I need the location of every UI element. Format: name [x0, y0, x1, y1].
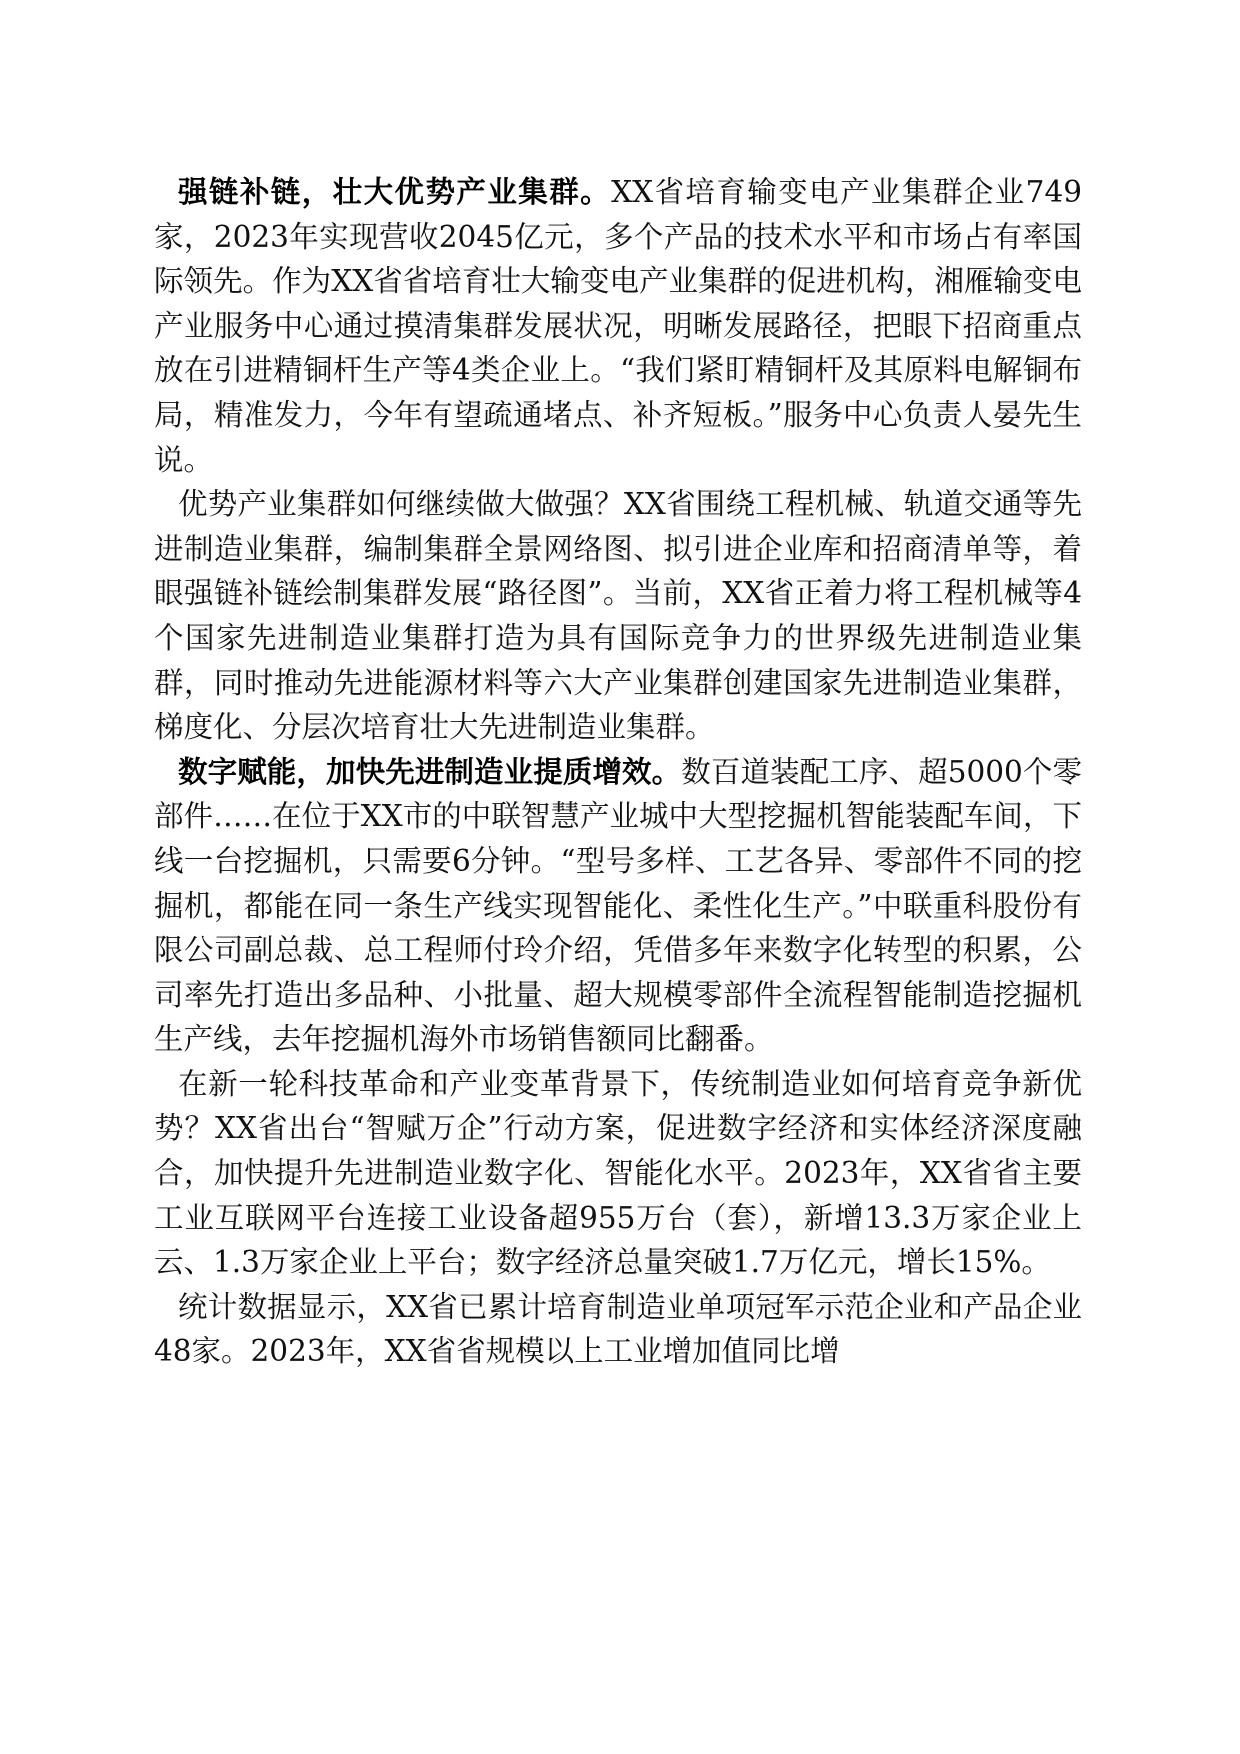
document-body: [154, 170, 1082, 1374]
paragraph-3-lead: 数字赋能，加快先进制造业提质增效。: [178, 754, 682, 789]
paragraph-4: [154, 1062, 1082, 1285]
paragraph-4-text: 在新一轮科技革命和产业变革背景下，传统制造业如何培育竞争新优势？XX省出台“智赋万企”行动方案，促进数字经济和实体经济深度融合，加快提升先进制造业数字化、智能化水平。2023年，XX省省主要工业互联网平台连接工业设备超955万台（套），新增13.3万家企业上云、1.3万家企业上平台；数字经济总量突破1.7万亿元，增长15%。: [154, 1066, 1082, 1280]
paragraph-3: [154, 750, 1082, 1062]
paragraph-3-text: 数百道装配工序、超5000个零部件……在位于XX市的中联智慧产业城中大型挖掘机智能装配车间，下线一台挖掘机，只需要6分钟。“型号多样、工艺各异、零部件不同的挖掘机，都能在同一条生产线实现智能化、柔性化生产。”中联重科股份有限公司副总裁、总工程师付玲介绍，凭借多年来数字化转型的积累，公司率先打造出多品种、小批量、超大规模零部件全流程智能制造挖掘机生产线，去年挖掘机海外市场销售额同比翻番。: [154, 754, 1082, 1057]
paragraph-1-text: XX省培育输变电产业集群企业749家，2023年实现营收2045亿元，多个产品的技术水平和市场占有率国际领先。作为XX省省培育壮大输变电产业集群的促进机构，湘雁输变电产业服务中心通过摸清集群发展状况，明晰发展路径，把眼下招商重点放在引进精铜杆生产等4类企业上。“我们紧盯精铜杆及其原料电解铜布局，精准发力，今年有望疏通堵点、补齐短板。”服务中心负责人晏先生说。: [154, 175, 1082, 477]
paragraph-5: [154, 1285, 1082, 1374]
paragraph-1-lead: 强链补链，壮大优势产业集群。: [178, 175, 612, 209]
paragraph-2-text: 优势产业集群如何继续做大做强？XX省围绕工程机械、轨道交通等先进制造业集群，编制集群全景网络图、拟引进企业库和招商清单等，着眼强链补链绘制集群发展“路径图”。当前，XX省正着力将工程机械等4个国家先进制造业集群打造为具有国际竞争力的世界级先进制造业集群，同时推动先进能源材料等六大产业集群创建国家先进制造业集群，梯度化、分层次培育壮大先进制造业集群。: [154, 487, 1082, 745]
paragraph-5-text: 统计数据显示，XX省已累计培育制造业单项冠军示范企业和产品企业48家。2023年，XX省省规模以上工业增加值同比增: [154, 1289, 1082, 1369]
paragraph-2: [154, 482, 1082, 750]
paragraph-1: [154, 170, 1082, 482]
